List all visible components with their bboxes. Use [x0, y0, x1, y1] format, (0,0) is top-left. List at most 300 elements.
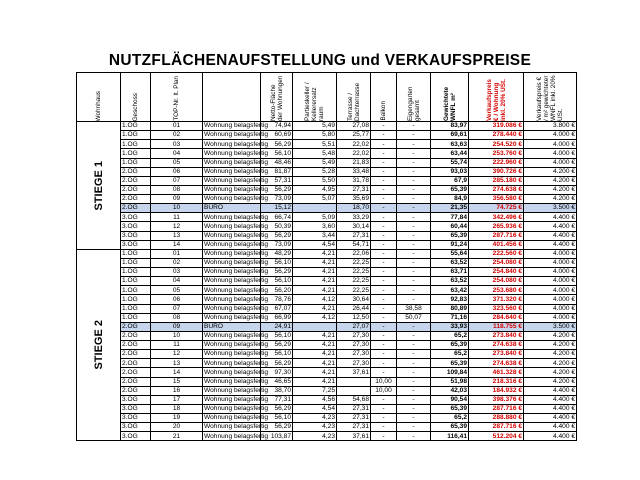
header-netto: Netto-Fläche der Wohnungen — [261, 73, 293, 122]
cell-geschoss: 2.OG — [121, 359, 151, 368]
cell-preis: 74.725 € — [469, 204, 524, 213]
cell-typ: Wohnung belagsfertig — [204, 359, 269, 367]
cell-geschoss: 1.OG — [121, 140, 151, 149]
cell-netto: 67,07 — [261, 304, 293, 313]
cell-top: 04 — [151, 277, 203, 286]
cell-terrasse: 27,31 — [337, 423, 371, 432]
cell-preis-m2: 3.500 € — [524, 204, 577, 213]
cell-typ: Wohnung belagsfertig — [204, 386, 269, 394]
cell-keller: 4,54 — [293, 404, 337, 413]
cell-keller: 4,21 — [293, 277, 337, 286]
table-row — [77, 149, 577, 158]
cell-geschoss: 3.OG — [121, 231, 151, 240]
cell-preis-m2: 4.400 € — [524, 414, 577, 423]
cell-eigengarten: - — [397, 222, 431, 231]
stiege-label: STIEGE 1 — [77, 122, 121, 250]
cell-netto: 48,46 — [261, 158, 293, 167]
cell-typ: Wohnung belagsfertig — [204, 432, 269, 440]
table-row — [77, 268, 577, 277]
cell-eigengarten: - — [397, 350, 431, 359]
cell-terrasse: 27,31 — [337, 231, 371, 240]
cell-wnfl: 65,2 — [431, 331, 469, 340]
cell-eigengarten: - — [397, 377, 431, 386]
cell-top: 11 — [151, 341, 203, 350]
cell-keller: 4,21 — [293, 258, 337, 267]
table-row — [77, 231, 577, 240]
cell-terrasse: 27,30 — [337, 341, 371, 350]
cell-balkon: - — [371, 231, 397, 240]
cell-preis: 356.580 € — [469, 195, 524, 204]
cell-typ: BÜRO — [203, 204, 261, 213]
cell-netto: 50,39 — [261, 222, 293, 231]
cell-eigengarten: - — [397, 395, 431, 404]
cell-balkon: - — [371, 167, 397, 176]
cell-netto: 38,70 — [261, 386, 293, 395]
cell-terrasse: 35,69 — [337, 195, 371, 204]
cell-preis-m2: 4.000 € — [524, 149, 577, 158]
cell-balkon: - — [371, 240, 397, 249]
cell-wnfl: 65,39 — [431, 404, 469, 413]
cell-keller: 5,49 — [293, 158, 337, 167]
cell-balkon: - — [371, 286, 397, 295]
cell-preis-m2: 4.400 € — [524, 213, 577, 222]
header-preis: Verkaufspreis € / Wohnung inkl. 20% USt. — [469, 73, 524, 122]
cell-geschoss: 1.OG — [121, 268, 151, 277]
cell-eigengarten: - — [397, 322, 431, 331]
cell-terrasse: 30,64 — [337, 295, 371, 304]
cell-keller: 4,21 — [293, 268, 337, 277]
cell-balkon: - — [371, 195, 397, 204]
cell-terrasse: 25,77 — [337, 131, 371, 140]
cell-netto: 56,20 — [261, 286, 293, 295]
cell-preis-m2: 4.000 € — [524, 286, 577, 295]
cell-preis-m2: 4.200 € — [524, 350, 577, 359]
cell-eigengarten: - — [397, 295, 431, 304]
cell-terrasse: 27,31 — [337, 185, 371, 194]
cell-geschoss: 2.OG — [121, 185, 151, 194]
cell-preis: 222.560 € — [469, 249, 524, 258]
cell-terrasse: 31,78 — [337, 176, 371, 185]
cell-balkon: - — [371, 204, 397, 213]
header-geschoss: Geschoss — [121, 73, 151, 122]
cell-netto: 48,29 — [261, 249, 293, 258]
cell-netto: 56,29 — [261, 404, 293, 413]
cell-balkon: - — [371, 213, 397, 222]
cell-wnfl: 55,64 — [431, 249, 469, 258]
cell-typ: Wohnung belagsfertig — [204, 396, 269, 404]
cell-geschoss: 3.OG — [121, 222, 151, 231]
cell-netto: 60,69 — [261, 131, 293, 140]
cell-wnfl: 80,89 — [431, 304, 469, 313]
cell-balkon: - — [371, 122, 397, 131]
cell-netto: 81,87 — [261, 167, 293, 176]
cell-terrasse: 54,68 — [337, 395, 371, 404]
cell-terrasse: 18,70 — [337, 204, 371, 213]
table-row — [77, 258, 577, 267]
page-title: NUTZFLÄCHENAUFSTELLUNG und VERKAUFSPREISE — [108, 52, 532, 69]
header-wohnhaus: Wohnhaus — [77, 73, 121, 122]
cell-eigengarten: - — [397, 277, 431, 286]
cell-keller — [293, 322, 337, 331]
cell-keller: 4,12 — [293, 295, 337, 304]
table-row — [77, 167, 577, 176]
cell-geschoss: 2.OG — [121, 204, 151, 213]
cell-wnfl: 63,52 — [431, 258, 469, 267]
cell-wnfl: 83,97 — [431, 122, 469, 131]
cell-preis: 401.456 € — [469, 240, 524, 249]
cell-preis: 265.936 € — [469, 222, 524, 231]
cell-netto: 77,31 — [261, 395, 293, 404]
cell-netto: 56,10 — [261, 258, 293, 267]
header-wnfl: Gewichtete WNFL m² — [431, 73, 469, 122]
cell-netto: 78,76 — [261, 295, 293, 304]
cell-balkon: - — [371, 404, 397, 413]
cell-keller: 4,23 — [293, 414, 337, 423]
cell-wnfl: 93,03 — [431, 167, 469, 176]
cell-preis: 274.638 € — [469, 341, 524, 350]
table-row — [77, 350, 577, 359]
header-typ — [203, 73, 261, 122]
cell-preis-m2: 4.400 € — [524, 386, 577, 395]
cell-preis: 254.520 € — [469, 140, 524, 149]
cell-wnfl: 63,44 — [431, 149, 469, 158]
cell-eigengarten: - — [397, 185, 431, 194]
cell-eigengarten: - — [397, 122, 431, 131]
cell-balkon: - — [371, 222, 397, 231]
cell-balkon: - — [371, 268, 397, 277]
table-row — [77, 395, 577, 404]
cell-keller: 4,21 — [293, 377, 337, 386]
cell-typ: Wohnung belagsfertig — [204, 341, 269, 349]
table-row — [77, 204, 577, 213]
table-row — [77, 423, 577, 432]
cell-preis-m2: 4.200 € — [524, 377, 577, 386]
cell-top: 08 — [151, 313, 203, 322]
cell-keller: 4,23 — [293, 423, 337, 432]
cell-eigengarten: - — [397, 204, 431, 213]
cell-preis-m2: 4.000 € — [524, 295, 577, 304]
cell-top: 12 — [151, 222, 203, 231]
cell-typ: Wohnung belagsfertig — [204, 186, 269, 194]
cell-terrasse: 27,30 — [337, 350, 371, 359]
cell-keller: 4,95 — [293, 185, 337, 194]
cell-typ: Wohnung belagsfertig — [204, 377, 269, 385]
cell-terrasse: 27,30 — [337, 331, 371, 340]
cell-wnfl: 91,24 — [431, 240, 469, 249]
cell-top: 09 — [151, 195, 203, 204]
cell-top: 10 — [151, 204, 203, 213]
cell-geschoss: 2.OG — [121, 386, 151, 395]
cell-top: 06 — [151, 295, 203, 304]
cell-geschoss: 3.OG — [121, 404, 151, 413]
cell-keller: 5,50 — [293, 176, 337, 185]
table-row — [77, 222, 577, 231]
table-row — [77, 185, 577, 194]
cell-top: 19 — [151, 414, 203, 423]
cell-geschoss: 1.OG — [121, 149, 151, 158]
cell-typ: Wohnung belagsfertig — [204, 423, 269, 431]
table-row — [77, 304, 577, 313]
cell-keller: 4,54 — [293, 240, 337, 249]
cell-top: 16 — [151, 386, 203, 395]
cell-geschoss: 2.OG — [121, 350, 151, 359]
cell-terrasse: 22,25 — [337, 277, 371, 286]
cell-top: 05 — [151, 286, 203, 295]
cell-preis: 273.840 € — [469, 331, 524, 340]
cell-geschoss: 1.OG — [121, 158, 151, 167]
cell-terrasse: 26,44 — [337, 304, 371, 313]
cell-geschoss: 1.OG — [121, 249, 151, 258]
table-row — [77, 313, 577, 322]
cell-wnfl: 92,83 — [431, 295, 469, 304]
cell-geschoss: 1.OG — [121, 277, 151, 286]
cell-preis-m2: 3.500 € — [524, 322, 577, 331]
cell-geschoss: 1.OG — [121, 313, 151, 322]
cell-geschoss: 1.OG — [121, 131, 151, 140]
table-row — [77, 386, 577, 395]
cell-wnfl: 65,39 — [431, 341, 469, 350]
cell-geschoss: 2.OG — [121, 167, 151, 176]
cell-balkon: - — [371, 176, 397, 185]
table-row — [77, 359, 577, 368]
table-row — [77, 286, 577, 295]
table-row — [77, 295, 577, 304]
cell-netto: 56,29 — [261, 359, 293, 368]
cell-keller: 4,21 — [293, 304, 337, 313]
cell-keller: 5,28 — [293, 167, 337, 176]
cell-wnfl: 65,39 — [431, 185, 469, 194]
cell-netto: 56,10 — [261, 414, 293, 423]
cell-top: 20 — [151, 423, 203, 432]
cell-wnfl: 65,39 — [431, 231, 469, 240]
cell-terrasse: 27,07 — [337, 322, 371, 331]
cell-terrasse: 37,61 — [337, 368, 371, 377]
table-row — [77, 240, 577, 249]
cell-preis-m2: 4.200 € — [524, 176, 577, 185]
cell-typ: Wohnung belagsfertig — [204, 259, 269, 267]
cell-typ: Wohnung belagsfertig — [204, 167, 269, 175]
cell-preis-m2: 4.000 € — [524, 258, 577, 267]
cell-typ: Wohnung belagsfertig — [204, 295, 269, 303]
cell-typ: Wohnung belagsfertig — [204, 158, 269, 166]
cell-eigengarten: - — [397, 195, 431, 204]
cell-top: 07 — [151, 304, 203, 313]
cell-netto: 73,09 — [261, 195, 293, 204]
cell-geschoss: 3.OG — [121, 213, 151, 222]
table-row — [77, 249, 577, 258]
cell-wnfl: 116,41 — [431, 432, 469, 441]
price-table — [76, 72, 577, 441]
cell-balkon: - — [371, 414, 397, 423]
cell-keller: 5,80 — [293, 131, 337, 140]
cell-top: 15 — [151, 377, 203, 386]
cell-keller: 5,07 — [293, 195, 337, 204]
cell-top: 02 — [151, 258, 203, 267]
cell-typ: Wohnung belagsfertig — [204, 140, 269, 148]
cell-keller: 3,60 — [293, 222, 337, 231]
cell-preis-m2: 4.000 € — [524, 249, 577, 258]
cell-balkon: - — [371, 295, 397, 304]
cell-balkon: 10,00 — [371, 377, 397, 386]
cell-typ: Wohnung belagsfertig — [204, 213, 269, 221]
cell-wnfl: 65,39 — [431, 359, 469, 368]
cell-terrasse: 33,48 — [337, 167, 371, 176]
cell-balkon: 10,00 — [371, 386, 397, 395]
cell-preis-m2: 4.200 € — [524, 341, 577, 350]
cell-balkon: - — [371, 350, 397, 359]
cell-preis: 288.880 € — [469, 414, 524, 423]
cell-eigengarten: - — [397, 176, 431, 185]
cell-top: 17 — [151, 395, 203, 404]
table-row — [77, 213, 577, 222]
cell-terrasse: 37,61 — [337, 432, 371, 441]
table-row — [77, 377, 577, 386]
cell-geschoss: 1.OG — [121, 286, 151, 295]
cell-eigengarten: - — [397, 368, 431, 377]
cell-top: 01 — [151, 249, 203, 258]
cell-preis: 390.726 € — [469, 167, 524, 176]
cell-eigengarten: - — [397, 359, 431, 368]
cell-eigengarten: - — [397, 131, 431, 140]
cell-terrasse: 22,25 — [337, 286, 371, 295]
header-eigengarten: Eigengarten gesamt — [397, 73, 431, 122]
cell-preis-m2: 4.400 € — [524, 404, 577, 413]
cell-preis-m2: 4.000 € — [524, 140, 577, 149]
cell-typ: Wohnung belagsfertig — [204, 268, 269, 276]
cell-netto: 56,29 — [261, 341, 293, 350]
cell-netto: 103,87 — [261, 432, 293, 441]
cell-wnfl: 42,03 — [431, 386, 469, 395]
cell-netto: 56,29 — [261, 231, 293, 240]
cell-geschoss: 2.OG — [121, 377, 151, 386]
cell-geschoss: 1.OG — [121, 122, 151, 131]
cell-netto: 56,10 — [261, 277, 293, 286]
cell-terrasse: 21,83 — [337, 158, 371, 167]
cell-top: 14 — [151, 240, 203, 249]
cell-balkon: - — [371, 331, 397, 340]
cell-keller: 4,21 — [293, 249, 337, 258]
cell-preis: 323.560 € — [469, 304, 524, 313]
cell-preis: 254.080 € — [469, 258, 524, 267]
cell-eigengarten: - — [397, 404, 431, 413]
cell-keller: 4,21 — [293, 286, 337, 295]
table-row — [77, 341, 577, 350]
table-body — [77, 122, 577, 441]
stiege-label: STIEGE 2 — [77, 249, 121, 441]
cell-terrasse: 33,29 — [337, 213, 371, 222]
cell-terrasse: 22,02 — [337, 149, 371, 158]
cell-preis-m2: 4.400 € — [524, 240, 577, 249]
cell-wnfl: 21,35 — [431, 204, 469, 213]
cell-keller: 4,21 — [293, 331, 337, 340]
cell-eigengarten: - — [397, 286, 431, 295]
cell-typ: Wohnung belagsfertig — [204, 240, 269, 248]
cell-geschoss: 1.OG — [121, 304, 151, 313]
cell-wnfl: 109,84 — [431, 368, 469, 377]
cell-preis-m2: 4.400 € — [524, 231, 577, 240]
cell-geschoss: 1.OG — [121, 258, 151, 267]
table-row — [77, 176, 577, 185]
table-row — [77, 277, 577, 286]
cell-eigengarten: - — [397, 341, 431, 350]
table-row — [77, 131, 577, 140]
cell-netto: 73,09 — [261, 240, 293, 249]
cell-preis-m2: 4.200 € — [524, 359, 577, 368]
cell-keller: 5,48 — [293, 149, 337, 158]
table-row — [77, 414, 577, 423]
cell-keller: 5,09 — [293, 213, 337, 222]
table-row — [77, 368, 577, 377]
cell-typ: Wohnung belagsfertig — [204, 332, 269, 340]
cell-top: 08 — [151, 185, 203, 194]
cell-eigengarten: - — [397, 268, 431, 277]
cell-eigengarten: - — [397, 258, 431, 267]
cell-geschoss: 2.OG — [121, 331, 151, 340]
cell-geschoss: 3.OG — [121, 414, 151, 423]
cell-keller: 4,56 — [293, 395, 337, 404]
cell-balkon: - — [371, 140, 397, 149]
cell-keller: 7,25 — [293, 386, 337, 395]
cell-keller: 3,44 — [293, 231, 337, 240]
table-row — [77, 404, 577, 413]
cell-wnfl: 90,54 — [431, 395, 469, 404]
cell-eigengarten: - — [397, 386, 431, 395]
cell-preis: 184.932 € — [469, 386, 524, 395]
cell-balkon: - — [371, 313, 397, 322]
cell-top: 01 — [151, 122, 203, 131]
cell-top: 12 — [151, 350, 203, 359]
table-row — [77, 432, 577, 441]
cell-keller: 4,21 — [293, 368, 337, 377]
cell-keller: 5,51 — [293, 140, 337, 149]
cell-netto: 57,31 — [261, 176, 293, 185]
cell-wnfl: 55,74 — [431, 158, 469, 167]
cell-balkon: - — [371, 322, 397, 331]
cell-preis: 253.680 € — [469, 286, 524, 295]
cell-wnfl: 84,9 — [431, 195, 469, 204]
cell-wnfl: 65,2 — [431, 350, 469, 359]
cell-eigengarten: - — [397, 231, 431, 240]
cell-preis-m2: 4.000 € — [524, 304, 577, 313]
cell-top: 09 — [151, 322, 203, 331]
cell-netto: 56,29 — [261, 185, 293, 194]
cell-top: 14 — [151, 368, 203, 377]
cell-terrasse — [337, 386, 371, 395]
cell-top: 13 — [151, 231, 203, 240]
table-row — [77, 158, 577, 167]
cell-terrasse: 27,30 — [337, 359, 371, 368]
table-row — [77, 331, 577, 340]
cell-preis: 273.840 € — [469, 350, 524, 359]
header-keller: Partieskeller / Kellerersatz raum — [293, 73, 337, 122]
cell-preis: 287.716 € — [469, 231, 524, 240]
cell-typ: BÜRO — [203, 322, 261, 331]
cell-preis-m2: 3.800 € — [524, 122, 577, 131]
cell-terrasse: 27,31 — [337, 414, 371, 423]
cell-preis: 118.755 € — [469, 322, 524, 331]
cell-balkon: - — [371, 423, 397, 432]
cell-netto: 56,29 — [261, 140, 293, 149]
cell-preis-m2: 4.000 € — [524, 313, 577, 322]
cell-geschoss: 3.OG — [121, 240, 151, 249]
cell-wnfl: 51,98 — [431, 377, 469, 386]
cell-terrasse: 22,02 — [337, 140, 371, 149]
cell-balkon: - — [371, 359, 397, 368]
cell-netto: 56,10 — [261, 331, 293, 340]
cell-netto: 46,65 — [261, 377, 293, 386]
cell-preis: 274.638 € — [469, 359, 524, 368]
cell-eigengarten: - — [397, 414, 431, 423]
